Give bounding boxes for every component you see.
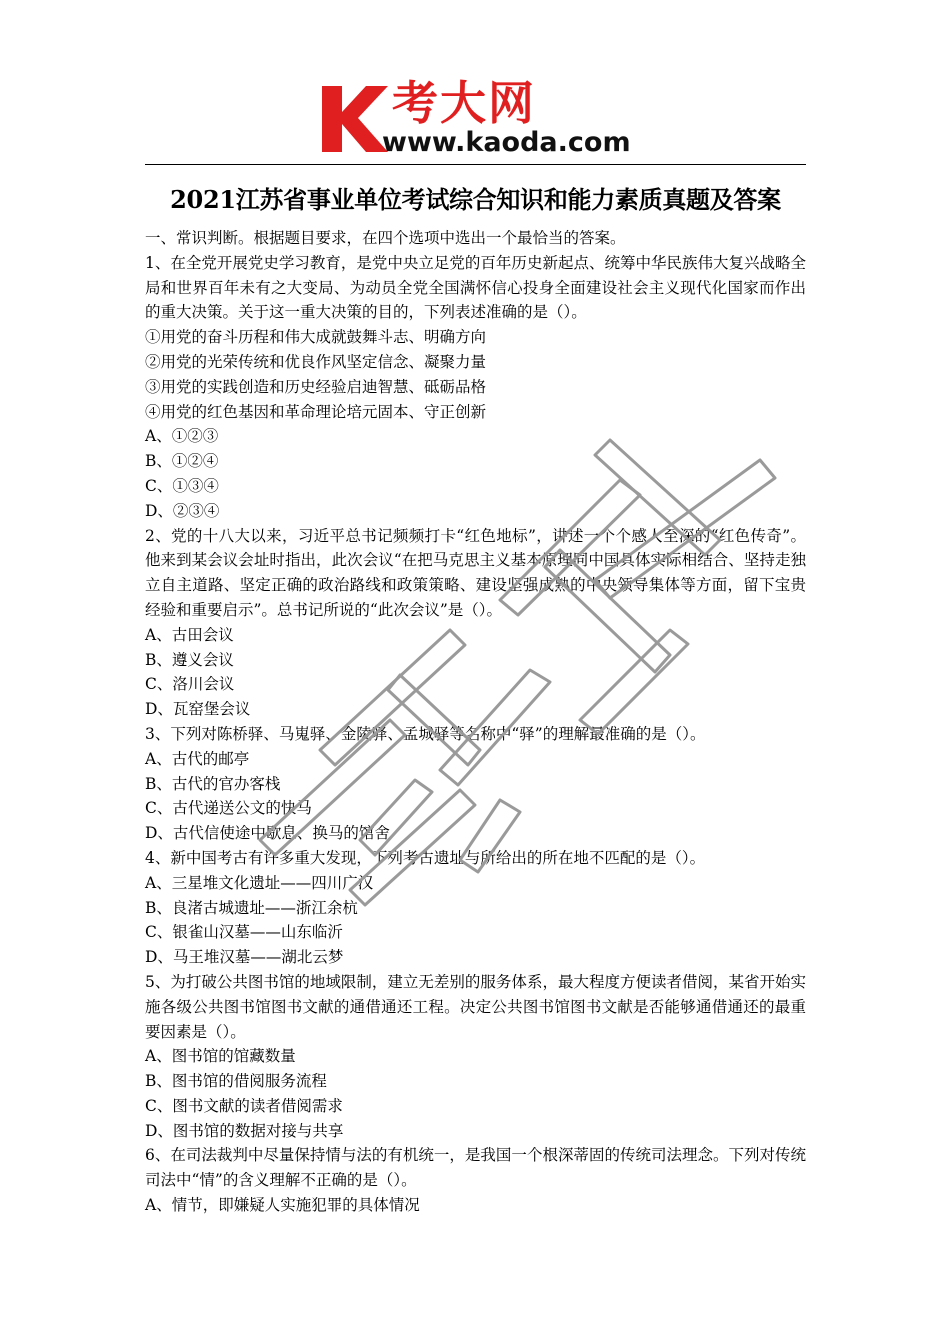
body-line: D、古代信使途中歇息、换马的馆舍	[145, 824, 390, 843]
body-line: D、②③④	[145, 501, 220, 520]
body-line: C、古代递送公文的快马	[145, 799, 312, 818]
site-logo[interactable]	[318, 78, 638, 160]
body-line: B、图书馆的借阅服务流程	[145, 1072, 327, 1091]
body-line: ①用党的奋斗历程和伟大成就鼓舞斗志、明确方向	[145, 328, 487, 347]
body-line: A、古代的邮亭	[145, 749, 250, 768]
body-line: 4、新中国考古有许多重大发现，下列考古遗址与所给出的所在地不匹配的是（）。	[145, 848, 706, 867]
body-line: A、①②③	[145, 427, 219, 446]
logo-url[interactable]: www.kaoda.com	[382, 127, 631, 158]
logo-k-icon	[318, 82, 390, 154]
body-line: 6、在司法裁判中尽量保持情与法的有机统一，是我国一个根深蒂固的传统司法理念。下列对传统司法中“情”的含义理解不正确的是（）。	[145, 1146, 806, 1190]
body-line: 1、在全党开展党史学习教育，是党中央立足党的百年历史新起点、统筹中华民族伟大复兴战略全局和世界百年未有之大变局、为动员全党全国满怀信心投身全面建设社会主义现代化国家而作出的重大决策。关于这一重大决策的目的，下列表述准确的是（）。	[145, 253, 806, 322]
body-line: C、图书文献的读者借阅需求	[145, 1096, 343, 1115]
body-line: A、情节，即嫌疑人实施犯罪的具体情况	[145, 1196, 420, 1215]
logo-text-cn: 考大网	[392, 76, 536, 130]
body-line: D、瓦窑堡会议	[145, 700, 251, 719]
body-line: B、遵义会议	[145, 650, 234, 669]
body-line: A、三星堆文化遗址——四川广汉	[145, 873, 374, 892]
body-line: 2、党的十八大以来，习近平总书记频频打卡“红色地标”，讲述一个个感人至深的“红色传奇”。他来到某会议会址时指出，此次会议“在把马克思主义基本原理同中国具体实际相结合、坚持走独立自主道路、坚定正确的政治路线和政策策略、建设坚强成熟的中央领导集体等方面，留下宝贵经验和重要启示”。总书记所说的“此次会议”是（）。	[145, 526, 806, 619]
question-list	[145, 251, 806, 1218]
body-line: 3、下列对陈桥驿、马嵬驿、金陵驿、孟城驿等名称中“驿”的理解最准确的是（）。	[145, 724, 706, 743]
body-line: B、①②④	[145, 452, 219, 471]
body-line: A、古田会议	[145, 625, 234, 644]
body-line: C、银雀山汉墓——山东临沂	[145, 923, 343, 942]
body-line: D、马王堆汉墓——湖北云梦	[145, 948, 344, 967]
body-line: D、图书馆的数据对接与共享	[145, 1121, 344, 1140]
document-body	[145, 226, 806, 1218]
body-line: A、图书馆的馆藏数量	[145, 1047, 296, 1066]
body-line: B、良渚古城遗址——浙江余杭	[145, 898, 358, 917]
body-line: 5、为打破公共图书馆的地域限制，建立无差别的服务体系，最大程度方便读者借阅，某省开始实施各级公共图书馆图书文献的通借通还工程。决定公共图书馆图书文献是否能够通借通还的最重要因素是（）。	[145, 972, 806, 1041]
section-heading: 一、常识判断。根据题目要求，在四个选项中选出一个最恰当的答案。	[145, 229, 626, 247]
header-divider	[145, 164, 806, 165]
body-line: ②用党的光荣传统和优良作风坚定信念、凝聚力量	[145, 352, 487, 371]
page-title: 2021江苏省事业单位考试综合知识和能力素质真题及答案	[170, 185, 781, 214]
body-line: C、洛川会议	[145, 675, 235, 694]
body-line: B、古代的官办客栈	[145, 774, 281, 793]
body-line: C、①③④	[145, 476, 219, 495]
body-line: ④用党的红色基因和革命理论培元固本、守正创新	[145, 402, 487, 421]
body-line: ③用党的实践创造和历史经验启迪智慧、砥砺品格	[145, 377, 487, 396]
